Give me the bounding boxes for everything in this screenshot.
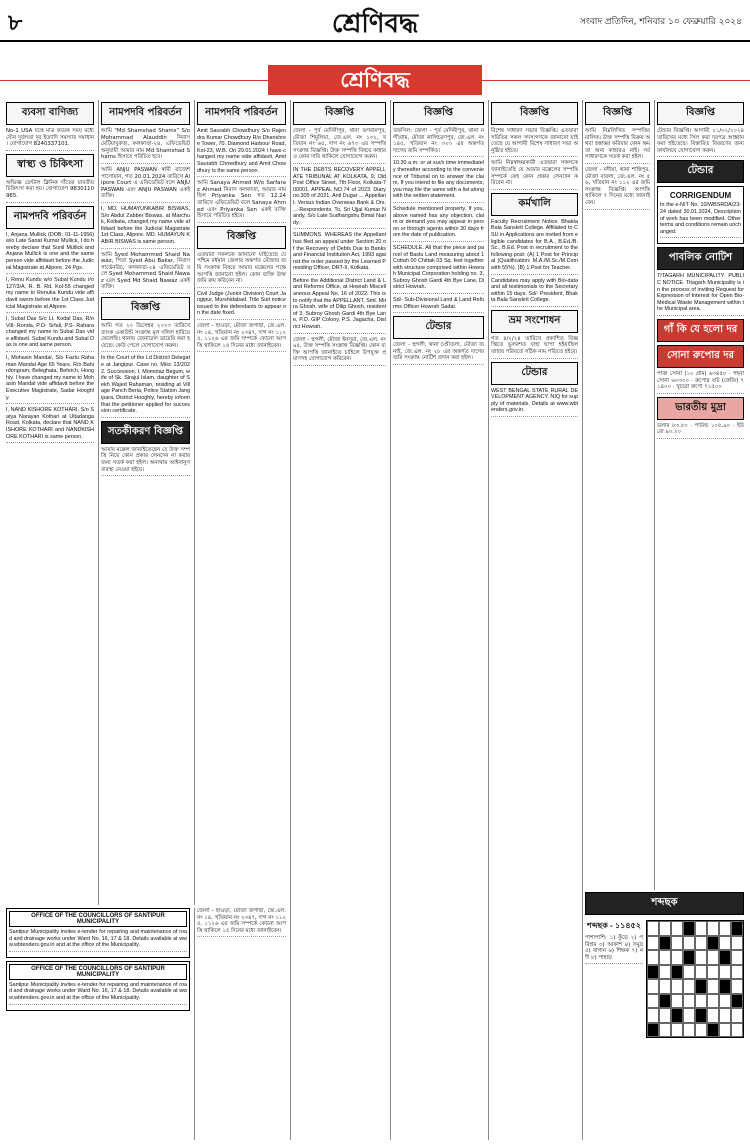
crossword-cell (647, 965, 659, 980)
crossword-cell[interactable] (695, 950, 707, 965)
ad-health: অভিজ্ঞ ডেন্টাল ক্লিনিক দাঁতের যাবতীয় চিকিৎসা করা হয়। যোগাযোগ 9830110965. (6, 180, 94, 203)
crossword-cell (683, 921, 695, 936)
tender-block (4, 908, 192, 1140)
column-8 (654, 100, 746, 890)
ad-c7-1: আমি নিম্নলিখিত সম্পত্তির মালিক। উক্ত সম্পত্তি বিক্রয় অথবা হস্তান্তর করিবার কোন ক্ষমতা অন্য কাহারও নাই। সর্বসাধারণকে সতর্ক করা হইল। (585, 128, 650, 164)
heading-health: স্বাস্থ্য ও চিকিৎসা (6, 154, 94, 177)
heading-gold: সোনা রুপোর দর (657, 345, 744, 368)
crossword-cell[interactable] (683, 965, 695, 980)
ad-c6-6: WEST BENGAL STATE RURAL DEVELOPMENT AGENCY. NIQ for supply of materials. Details at www.wbtenders.gov.in. (491, 388, 578, 417)
column-6 (488, 100, 580, 1140)
crossword-cell[interactable] (695, 994, 707, 1009)
crossword-cell[interactable] (707, 950, 719, 965)
crossword-cell[interactable] (731, 1008, 743, 1023)
ad-c6-5: গত ৪/২/২৪ তারিখে প্রকাশিত বিজ্ঞপ্তিতে ভুলবশত যাহা ছাপা হইয়াছিল তাহার পরিবর্তে সঠিক নাম পড়িতে হইবে। (491, 336, 578, 359)
ad-c5-3: Schedule mentioned property. If you, above named has any objection, claim or demand you may appear in person or through agents within 30 days from the date of publication. (393, 206, 484, 242)
crossword-cell (731, 921, 743, 936)
column-3 (194, 100, 288, 905)
ad-c4-3: SUMMONS. WHEREAS the Appellant has filed an appeal under Section 20 of the Recovery of Debts Due to Banks and Financial Institution Act, 1993 against the order passed by the Learned Presiding Officer, DRT-II, Kolkata. (293, 232, 386, 275)
crossword-cell (659, 936, 671, 951)
ad-c2-2: আমি ANJU PASWAN স্বামী রাজেশ পাসোয়ান, গত 20.01.2024 তারিখে Alipore Court এ এফিডেভিট বলে ANJU PASWAN এবং ANJU PASWAN একই ব্যক্তি। (101, 167, 190, 203)
ad-c4-5: জেলা - হুগলী, মৌজা ইনসুরা, জে.এল. নং ৯৫, উক্ত সম্পত্তি সংক্রান্ত বিজ্ঞপ্তি। কোন ব্যক্তি আপত্তি জানাইতে চাহিলে উপযুক্ত প্রমাণসহ যোগাযোগ করিবেন। (293, 337, 386, 366)
crossword-cell[interactable] (719, 936, 731, 951)
heading-name-change-2: নামপদবি পরিবর্তন (101, 102, 190, 125)
tender-text-1: Santipur Municipality invites e-tender for repairing and maintenance of road and drainage works under Ward No. 16, 17 & 18. Details available at www.wbtenders.gov.in and at the office of the Municipality. (9, 929, 187, 952)
crossword-block (582, 890, 746, 1140)
heading-notice-c3: বিজ্ঞপ্তি (197, 226, 286, 249)
heading-notice-c8: বিজ্ঞপ্তি (657, 102, 744, 125)
crossword-cell[interactable] (683, 1008, 695, 1023)
heading-correction: ভ্রম সংশোধন (491, 310, 578, 333)
crossword-cell[interactable] (683, 994, 695, 1009)
heading-rates: গাঁ কি যে হলো দর (657, 319, 744, 342)
crossword-cell[interactable] (683, 1023, 695, 1038)
ad-c2-1: আমি "Md Shamshad Shams" S/o Mohammad Alauddin নিবাস মেটিয়াবুরুজ, কলকাতা-২৪, এফিডেভিট অনুযায়ী আমার নাম Md Shamshad Shams হিসাবে পরিচিত হবে। (101, 128, 190, 164)
column-3-bottom (194, 908, 288, 1140)
ad-c2-7: আমার মক্কেল জানাইতেছেন যে উক্ত সম্পত্তি নিয়ে কোন প্রকার লেনদেন না করার জন্য সতর্ক করা হইল। অন্যথায় আইনানুগ ব্যবস্থা নেওয়া হইবে। (101, 447, 190, 476)
crossword-cell (695, 979, 707, 994)
ad-name-change-2: I, Renu Kundu w/o Subal Kundu r/o 127/3/A, R. B. Rd. Kol-55 changed my name to Renuka Kundu vide affidavit sworn before the 1st Class Judicial Magistrate at Alipore. (6, 277, 94, 313)
ad-name-change-3: I, Subal Das S/o Lt. Kodal Das, R/o Vill- Ronda, P.O- Srfali, P.S- Rahara changed my name to Subal Das vide affidavit. Subal Kundu and Subal Das is one and same person. (6, 316, 94, 352)
heading-crossword: শব্দছক (585, 892, 744, 915)
ad-c2-4: আমি Syed Mohammed Shaid Nawaz, পিতা Syed Abu Bakar, নিবাস গার্ডেনরিচ, কলকাতা-২৪ এফিডেভিট বলে Syed Mohammed Shaid Nawaz এবং Syed Md Shaid Nawaz একই ব্যক্তি। (101, 252, 190, 295)
ad-c2-3: I, MD. HUMAYUNKABIR BISWAS, S/o Abdul Zabber Biswas, at Marchuk, Kolkata, changed my name vide affidavit before the Judicial Magistrate 1st Class, Alipore. MD. HUMAYUN KABIR BISWAS is same person. (101, 206, 190, 249)
crossword-cell (647, 1023, 659, 1038)
heading-tender-c8: টেন্ডার (657, 160, 744, 183)
crossword-cell[interactable] (719, 965, 731, 980)
ad-c5-6: জেলা - হুগলী, থানা চণ্ডীতলা, মৌজা জনাই, জে.এল. নং ২৮ এর অন্তর্গত দাগের জমি সংক্রান্ত নোটিশ প্রদান করা হইল। (393, 342, 484, 365)
heading-business: ব্যবসা বাণিজ্য (6, 102, 94, 125)
ad-c3-3: এতদ্বারা সকলকে জানানো যাইতেছে যে পশ্চিম বর্ধমান জেলার অন্তর্গত মৌজার জমি সংক্রান্ত বিষয়ে আমার মক্কেলের পক্ষে আপত্তি জানানো হইল। কোন ব্যক্তি উক্ত জমি ক্রয় করিবেন না। (197, 252, 286, 288)
ad-c5-4: SCHEDULE. All that the piece and parcel of Bastu Land measuring about 1 Cottah 00 Chittak 03 Sq. feet together with structure comprised within Howrah Municipal Corporation holding no. 3, Subroy Ghosh Gardi 4th Bye Lane, District Howrah. (393, 245, 484, 294)
ad-c6-3: Faculty Recruitment Notice. Bhakta Bala Sanskrit College. Affiliated to CSU in Applications are invited from eligible candidates for B.A., B.Ed./B.Sc., B.Ed. Post in recruitment to the following post: (A) 1 Post for Principal (Qualification: M.A./M.Sc./M.Com with 55%). (B) 1 Post for Teacher. (491, 219, 578, 275)
column-5 (390, 100, 486, 1140)
crossword-cell[interactable] (731, 936, 743, 951)
ad-c5-2: 10.30 a.m. or at such time immediately thereafter according to the convenience of Tribunal on to answer the claim. If you intend to file any documents, you may file the same with a list along with the written statement. (393, 160, 484, 203)
crossword-cell (731, 994, 743, 1009)
ad-c2-5: আমি গত ২০ ডিসেম্বর ২০২৩ তারিখে ব্যাংক একাউন্ট সংক্রান্ত মূল দলিল হারিয়ে ফেলেছি। থানায় জেনারেল ডায়েরি করা হয়েছে। কেউ পেলে যোগাযোগ করুন। (101, 323, 190, 352)
heading-tender-c5: টেন্ডার (393, 316, 484, 339)
ad-c6-1: বিশেষ সাধারণ সভার বিজ্ঞপ্তি। এতদ্বারা সমিতির সকল সদস্যগণকে জানানো যাইতেছে যে আগামী বিশেষ সাধারণ সভা অনুষ্ঠিত হইবে। (491, 128, 578, 157)
crossword-cell[interactable] (731, 979, 743, 994)
crossword-cell[interactable] (647, 994, 659, 1009)
ad-c3-1: Amit Saurabh Chowdhury S/o Rajendra Kumar Chowdhury R/o Dhanshree Tower, 70, Diamond Harbour Road, Kol-23, W.B. On 29.01.2024 I have changed my name vide affidavit. Amit Saurabh Chowdhury and Amit Chowdhury is the same person. (197, 128, 286, 177)
gold-rates: পাকা সোনা (১০ গ্রাম) ৬৩৪৫০ · গহনা সোনা ৬০৩০০ · রুপোর বাট (কেজি) ৭১৪০০ · খুচরো রুপো ৭১৫০০ (657, 371, 744, 394)
crossword-cell[interactable] (671, 994, 683, 1009)
heading-notice-c4: বিজ্ঞপ্তি (293, 102, 386, 125)
crossword-cell[interactable] (707, 979, 719, 994)
ad-c4-4: Before the Additional District Land & Land Reforms Office, at Howrah Miscellaneous Appeal No. 16 of 2022. This is to notify that the APPELLANT, Smt. Mitra Ghosh, wife of Dilip Ghosh, resident of 3, Subroy Ghosh Gardi 4th Bye Lane, P.O. GIP Colony, P.S. Jagacha, District Howrah. (293, 278, 386, 334)
ad-c4-2: IN THE DEBTS RECOVERY APPELLATE TRIBUNAL AT KOLKATA, 9, Old Post Office Street, 7th Floor, Kolkata-700001. APPEAL NO.74 of 2023. Diary no.305 of 2021. Anil Dugar ... Appellant. Versus Indian Overseas Bank & Ors. ... Respondents. To, Sri Ujjal Kumar Nandy, S/o Late Sudhangshu Bimal Nandy. (293, 167, 386, 229)
crossword-cell[interactable] (731, 965, 743, 980)
tender-office-1: OFFICE OF THE COUNCILLORS OF SANTIPUR MUNICIPALITY (9, 911, 187, 927)
crossword-cell[interactable] (671, 1023, 683, 1038)
ad-c2-6: In the Court of the Ld District Delegate at Jangipur. Case no. Misc 13/2022. Succession. I, Momotaz Begum, wife of Sk. Sirajul Islam, daughter of Sekh Wajed Rahaman, residing at Village Panch Beria, Police Station Jangipara, District Hooghly, hereby inform that the petitioner applied for succession certificate. (101, 355, 190, 417)
page-header (0, 0, 750, 42)
ad-c7-2: জেলা - নদীয়া, থানা শান্তিপুর, মৌজা বাবলা, জে.এল. নং ৫৬, খতিয়ান নং ১১২ এর জমি সংক্রান্ত বিজ্ঞপ্তি। আপত্তি থাকিলে ৭ দিনের মধ্যে জানাইবেন। (585, 167, 650, 210)
heading-public-notice: পাবলিক নোটিশ (657, 247, 744, 270)
ad-c6-4: Candidates may apply with Bio-data and all testimonials to the Secretary within 15 days. Sd/- President, Bhakta Bala Sanskrit College. (491, 278, 578, 307)
column-2 (98, 100, 192, 905)
crossword-cell[interactable] (707, 921, 719, 936)
crossword-cell[interactable] (719, 1023, 731, 1038)
crossword-cell[interactable] (659, 950, 671, 965)
ad-business: No-1 USA যন্ত্রে মাত্র কয়েক সময় মধ্যে যৌন দুর্বলতা দূর ইত্যাদি সমস্যার সমাধান। যোগাযোগ 8240337101. (6, 128, 94, 151)
crossword-cell (719, 979, 731, 994)
crossword-cell (683, 950, 695, 965)
column-7 (582, 100, 652, 890)
crossword-cell[interactable] (671, 921, 683, 936)
crossword-cell[interactable] (695, 921, 707, 936)
crossword-cell (671, 965, 683, 980)
crossword-cell (659, 994, 671, 1009)
ad-c6-2: আমি নিম্নস্বাক্ষরকারী এতদ্বারা সকলকে জানাইতেছি যে আমার মক্কেলের সম্পত্তি সম্পর্কে কেহ কোন প্রকার লেনদেন করিবেন না। (491, 160, 578, 189)
heading-name-change: নামপদবি পরিবর্তন (6, 206, 94, 229)
heading-notice-c2: বিজ্ঞপ্তি (101, 297, 190, 320)
ad-c3-2: আমি Sanaya Ahmed W/o Sarfaraz Ahmed নিবাস কলকাতা, আমার নাম ছিল Priyanka Sen গত 12.24 তারিখে এফিডেভিট বলে Sanaya Ahmed এবং Priyanka Sen একই ব্যক্তি হিসাবে পরিচিত হইবে। (197, 180, 286, 223)
ad-name-change-4: I, Mohasin Mandal, S/o Fazlu Rahaman Mandal Age 65 Years, R/o Bahirdongram, Beleghata, Behrich, Hooghly. I have changed my name to Mohasin Mandal vide affidavit before the Executive Magistrate, Sadar Hooghly. (6, 355, 94, 404)
crossword-cell[interactable] (695, 1023, 707, 1038)
ad-c5-5: Sd/- Sub-Divisional Land & Land Reforms Officer Howrah Sadar. (393, 297, 484, 313)
heading-tender-c6: টেন্ডার (491, 362, 578, 385)
ad-c3-5: জেলা - হাওড়া, মৌজা জগাছা, জে.এল. নং ১৪, খতিয়ান নং ২৩৪৭, দাগ নং ১১২৫, ১১২৬ এর জমি সম্পর্কে কোনো আপত্তি থাকিলে ১৫ দিনের মধ্যে জানাইবেন। (197, 323, 286, 352)
ad-c4-1: জেলা - পূর্ব মেদিনীপুর, থানা ভগবানপুর, মৌজা শিমুলিয়া, জে.এল. নং ১৩২, খতিয়ান নং ৬৫, দাগ নং ৬৭৩ এর সম্পত্তি সংক্রান্ত বিজ্ঞপ্তি। উক্ত সম্পত্তি বিষয়ে কাহারও কোন দাবি থাকিলে যোগাযোগ করুন। (293, 128, 386, 164)
crossword-cell[interactable] (659, 1023, 671, 1038)
heading-currency: ভারতীয় মুদ্রা (657, 397, 744, 420)
corrigendum-title: CORRIGENDUM (669, 191, 732, 201)
crossword-cell[interactable] (647, 950, 659, 965)
crossword-cell[interactable] (707, 1008, 719, 1023)
ad-c8-1: টেন্ডার বিজ্ঞপ্তি। আগামী ২১/০২/২০২৪ তারিখের মধ্যে সিল করা দরপত্র আহ্বান করা হইতেছে। বিস্তারিত বিবরণের জন্য কার্যালয়ে যোগাযোগ করুন। (657, 128, 744, 157)
crossword-cell[interactable] (707, 965, 719, 980)
crossword-cell[interactable] (719, 994, 731, 1009)
crossword-cell (719, 950, 731, 965)
section-banner: শ্রেণিবদ্ধ (268, 65, 482, 95)
crossword-cell[interactable] (659, 921, 671, 936)
crossword-cell (707, 1023, 719, 1038)
crossword-cell[interactable] (731, 1023, 743, 1038)
dateline: সংবাদ প্রতিদিন, শনিবার ১০ ফেব্রুয়ারি ২০২৪ (579, 17, 742, 27)
currency-rates: ডলার ৮৩.৮০ · পাউন্ড ১০৫.৯০ · ইউরো ৯০.২০ (657, 423, 744, 439)
ad-c3-4: Civil Judge (Junior Division) Court Jangipur, Murshidabad. Title Suit notice issued to the defendants to appear on the date fixed. (197, 291, 286, 320)
crossword-cell[interactable] (671, 979, 683, 994)
tender-office-2: OFFICE OF THE COUNCILLORS OF SANTIPUR MUNICIPALITY (9, 964, 187, 980)
crossword-cell[interactable] (647, 979, 659, 994)
crossword-cell[interactable] (695, 936, 707, 951)
crossword-cell[interactable] (719, 921, 731, 936)
crossword-cell[interactable] (671, 936, 683, 951)
crossword-cell (695, 1008, 707, 1023)
crossword-grid[interactable] (646, 920, 744, 1038)
crossword-cell[interactable] (707, 994, 719, 1009)
crossword-cell[interactable] (731, 950, 743, 965)
crossword-cell[interactable] (647, 921, 659, 936)
crossword-cell[interactable] (671, 950, 683, 965)
column-4 (290, 100, 388, 1140)
crossword-cell[interactable] (719, 1008, 731, 1023)
ad-name-change-1: I, Anjana Mullick (DOB: 01-11-1956) w/o Late Sanat Kumar Mullick, I do hereby declare that Sunil Mullick and Anjana Mullick is one and the same person vide affidavit before the Judicial Magistrate at Alipore, 24 Pgs. (6, 232, 94, 275)
heading-warning: সতর্কীকরণ বিজ্ঞপ্তি (101, 421, 190, 444)
crossword-cell[interactable] (695, 965, 707, 980)
crossword-cell[interactable] (647, 936, 659, 951)
heading-notice-c5: বিজ্ঞপ্তি (393, 102, 484, 125)
crossword-cell[interactable] (659, 1008, 671, 1023)
ad-c5-1: তফসিল: জেলা - পূর্ব মেদিনীপুর, থানা নন্দীগ্রাম, মৌজা কালিচরণপুর, জে.এল. নং ১৪৫, খতিয়ান নং ৩২৩ এর অন্তর্গত দাগের জমি সম্পর্কিত। (393, 128, 484, 157)
crossword-cell[interactable] (647, 1008, 659, 1023)
crossword-clues: পাশাপাশি: ১) কুঁড়ে ২) পরিশ্রম ৩) আকাশ ৪) সমুদ্র ৫) বাগান ৬) শিক্ষক ৭) নদী ৮) পাহাড় (585, 935, 643, 964)
crossword-number: শব্দছক - ১১৪৫২ (587, 921, 641, 930)
heading-name-change-3: নামপদবি পরিবর্তন (197, 102, 286, 125)
heading-notice-c7: বিজ্ঞপ্তি (585, 102, 650, 125)
crossword-cell[interactable] (659, 965, 671, 980)
ad-c8-3: TITAGARH MUNICIPALITY. PUBLIC NOTICE. Titagarh Municipality is in the process of inviting Request for Expression of Interest for Open Bio-Medical Waste Management within the Municipal area. (657, 273, 744, 316)
crossword-cell[interactable] (683, 979, 695, 994)
heading-notice-c6: বিজ্ঞপ্তি (491, 102, 578, 125)
page-number: ৮ (8, 10, 23, 36)
ad-name-change-5: I, NAND KISHORE KOTHARI, S/o Satya Narayan Kothari at Ultadanga Road, Kolkata, declare that NAND KISHORE KOTHARI and NANDKISHORE KOTHARI is same person. (6, 407, 94, 443)
heading-jobs: কর্মখালি (491, 193, 578, 216)
crossword-cell (707, 936, 719, 951)
ad-c8-2: In the e-NIT No. 10/WBSRDA/23-24 dated 30.01.2024, Description of work has been modified. Other terms and conditions remain unchanged. (660, 202, 741, 238)
crossword-cell[interactable] (683, 936, 695, 951)
tender-text-2: Santipur Municipality invites e-tender for repairing and maintenance of road and drainage works under Ward No. 16, 17 & 18. Details available at www.wbtenders.gov.in and at the office of the Municipality. (9, 982, 187, 1005)
crossword-cell (671, 1008, 683, 1023)
crossword-cell[interactable] (659, 979, 671, 994)
masthead: শ্রেণিবদ্ধ (331, 9, 419, 39)
ad-c3-6: জেলা - হাওড়া, মৌজা জগাছা, জে.এল. নং ১৪, খতিয়ান নং ২৩৪৭, দাগ নং ১১২৫, ১১২৬ এর জমি সম্পর্কে কোনো আপত্তি থাকিলে ১৫ দিনের মধ্যে জানাইবেন। (197, 908, 286, 937)
